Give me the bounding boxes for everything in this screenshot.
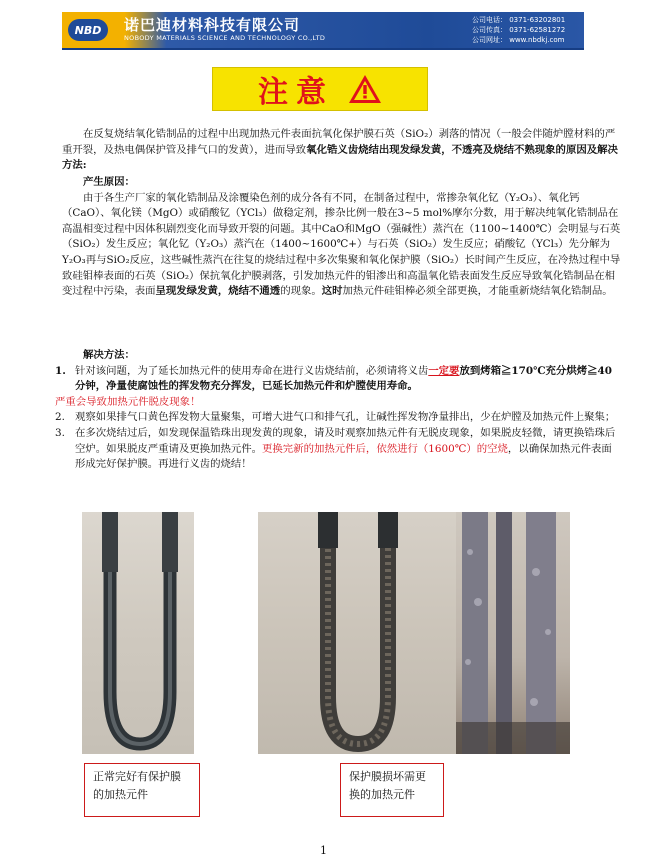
company-logo	[64, 14, 112, 46]
u-shaped-element-icon	[82, 512, 194, 754]
company-header	[62, 12, 584, 50]
solution-heading: 解决方法：	[83, 349, 135, 361]
damaged-u-element-icon	[258, 512, 456, 754]
damaged-element-photo	[258, 512, 456, 754]
fax-line: 公司传真： 0371-62581272	[472, 26, 566, 34]
item-1-text-b: 放到烤箱≧170℃充分烘烤≧40分钟，净量使腐蚀性的挥发物充分挥发，已延长加热元件和炉膛使用寿命。	[75, 364, 612, 393]
item-3-text-a: 在多次烧结过后，如发现保温锆珠出现发黄的现象，请及时观察加热元件有无脱皮现象，如果脱皮轻微，请更换锆珠后空炉。如果脱皮严重请及更换加热元件。	[75, 426, 616, 455]
cause-text-1: 由于各生产厂家的氧化锆制品及涂覆染色剂的成分各有不同，在制备过程中，常掺杂氧化钇（Y₂O₃）、氧化钙（CaO）、氧化镁（MgO）或硝酸钇（YCl₃）做稳定剂，掺杂比例一般在3~5 mol%摩尔分数，用于解决纯氧化锆制品在高温相变过程中因体积剧烈变化而导致开裂的问题。其中CaO和MgO（强碱性）蒸汽在（1100~1400℃）会明显与石英（SiO₂）发生反应；氧化钇（Y₂O₃）蒸汽在（1400~1600℃+）与石英（SiO₂）发生反应；硝酸钇（YCl₃）先分解为Y₂O₃再与SiO₂反应，这些碱性蒸汽在往复的烧结过程中多次集聚和氧化保护膜（SiO₂）长时间产生反应，在冷热过程中导致硅钼棒表面的石英（SiO₂）保抗氧化护膜剥落，引发加热元件的钼渗出和高温氧化锆表面发生反应导致氧化锆制品在相变过程中污染，表面	[62, 191, 621, 298]
solution-section	[55, 348, 622, 473]
item-3-text-b: ，以确保加热元件表面形成完好保护膜。再进行义齿的烧结！	[75, 442, 612, 471]
solution-item-1	[55, 364, 622, 395]
website-line: 公司网址： www.nbdkj.com	[472, 36, 565, 44]
logo-mark: NBD	[68, 19, 108, 41]
cause-section	[62, 175, 622, 300]
cause-text-2: 的现象。	[280, 285, 322, 298]
solution-item-2	[55, 410, 622, 426]
notice-banner	[212, 67, 428, 111]
intro-text: 在反复烧结氧化锆制品的过程中出现加热元件表面抗氧化保护膜石英（SiO₂）剥落的情况（一般会伴随炉膛材料的严重开裂，及热电偶保护管及排气口的发黄），进而导致	[62, 128, 616, 156]
normal-element-photo	[82, 512, 194, 754]
intro-bold: 氧化锆义齿烧结出现发绿发黄，不透亮及烧结不熟现象的原因及解决方法:	[62, 143, 618, 172]
warning-icon	[348, 74, 382, 104]
caption-damaged-element: 保护膜损坏需更换的加热元件	[340, 763, 444, 817]
caption-normal-element: 正常完好有保护膜的加热元件	[84, 763, 200, 817]
contact-info	[472, 15, 580, 45]
cause-bold-1: 呈现发绿发黄，烧结不通透	[155, 285, 281, 298]
item-3-red: 更换完新的加热元件后，依然进行（1600℃）的空烧	[262, 442, 508, 455]
page-number: 1	[320, 844, 327, 857]
item-2-number: 2.	[55, 411, 65, 424]
notice-title: 注意	[258, 75, 334, 110]
intro-paragraph	[62, 127, 622, 174]
company-name-en: NOBODY MATERIALS SCIENCE AND TECHNOLOGY CO.,LTD	[124, 34, 326, 42]
solution-item-3	[55, 426, 622, 473]
item-1-number: 1.	[55, 364, 66, 377]
cause-bold-2: 这时	[321, 285, 343, 298]
item-1-key: 一定要	[428, 364, 460, 377]
item-2-text: 观察如果排气口黄色挥发物大量聚集，可增大进气口和排气孔，让碱性挥发物净量排出，少在炉膛及加热元件上聚集；	[75, 411, 616, 424]
cause-text-3: 加热元件硅钼棒必须全部更换，才能重新烧结氧化锆制品。	[342, 285, 613, 298]
item-1-warning: 严重会导致加热元件脱皮现象！	[55, 395, 201, 408]
worn-rods-icon	[456, 512, 570, 754]
item-3-number: 3.	[55, 426, 65, 439]
cause-heading: 产生原因：	[83, 176, 135, 188]
company-name-cn: 诺巴迪材料科技有限公司	[124, 16, 301, 34]
item-1-text-a: 针对该问题，为了延长加热元件的使用寿命在进行义齿烧结前，必须请将义齿	[75, 364, 429, 377]
phone-line: 公司电话： 0371-63202801	[472, 16, 566, 24]
worn-elements-closeup-photo	[456, 512, 570, 754]
